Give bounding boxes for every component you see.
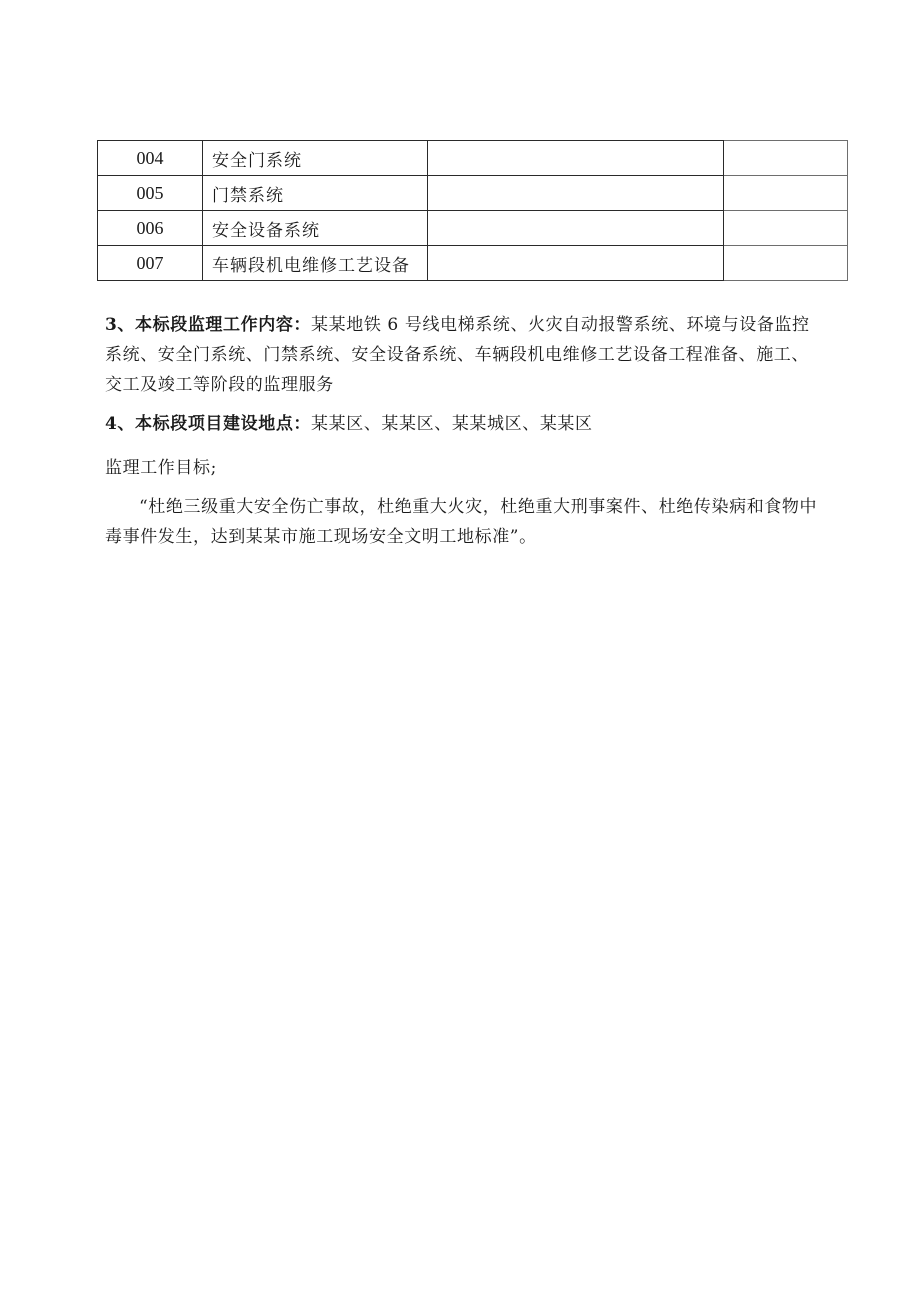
- section-3-label: 3、本标段监理工作内容：: [105, 315, 312, 335]
- item-name: 车辆段机电维修工艺设备: [203, 246, 428, 281]
- item-col3: [428, 176, 724, 211]
- item-code: 004: [98, 141, 203, 176]
- item-code: 007: [98, 246, 203, 281]
- item-code: 006: [98, 211, 203, 246]
- item-name: 安全设备系统: [203, 211, 428, 246]
- section-4-text: 某某区、某某区、某某城区、某某区: [311, 414, 593, 434]
- item-col4: [724, 246, 848, 281]
- item-col3: [428, 211, 724, 246]
- section-4-paragraph: [105, 409, 825, 439]
- item-name: 安全门系统: [203, 141, 428, 176]
- section-3-text: 某某地铁 6 号线电梯系统、火灾自动报警系统、环境与设备监控系统、安全门系统、门禁系统、安全设备系统、车辆段机电维修工艺设备工程准备、施工、交工及竣工等阶段的监理服务: [105, 315, 810, 395]
- item-col3: [428, 141, 724, 176]
- item-col4: [724, 176, 848, 211]
- table-row: [98, 141, 848, 176]
- section-3-paragraph: [105, 310, 825, 400]
- section-4-label: 4、本标段项目建设地点：: [105, 414, 312, 434]
- table-row: [98, 176, 848, 211]
- table-row: [98, 211, 848, 246]
- item-col4: [724, 211, 848, 246]
- item-col3: [428, 246, 724, 281]
- table-row: [98, 246, 848, 281]
- item-name: 门禁系统: [203, 176, 428, 211]
- goal-quote: “杜绝三级重大安全伤亡事故，杜绝重大火灾，杜绝重大刑事案件、杜绝传染病和食物中毒事件发生，达到某某市施工现场安全文明工地标准”。: [105, 497, 818, 547]
- item-col4: [724, 141, 848, 176]
- item-code: 005: [98, 176, 203, 211]
- system-items-table: [97, 140, 848, 281]
- goal-heading: 监理工作目标;: [105, 458, 217, 478]
